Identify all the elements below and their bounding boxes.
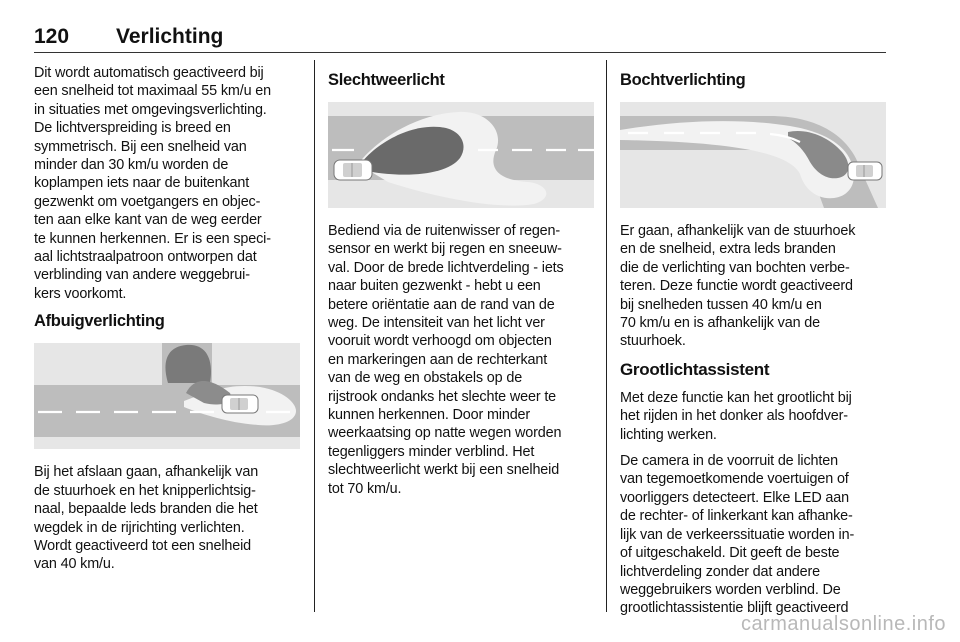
column-middle: [328, 64, 594, 506]
curve-light-illustration: [620, 102, 886, 208]
column-left: [34, 64, 300, 582]
column-right: [620, 64, 886, 626]
paragraph: Er gaan, afhankelijk van de stuurhoek en de snelheid, extra leds branden die de verlichting van bochten verbe- teren. Deze functie wordt geactiveerd bij snelheden tussen 40 km/u en 70 km/u en is afhankelijk van de stuurhoek.: [620, 223, 856, 350]
section-heading: Afbuigverlichting: [34, 312, 165, 331]
watermark: carmanualsonline.info: [740, 613, 946, 635]
page-title: Verlichting: [116, 25, 224, 48]
paragraph: Dit wordt automatisch geactiveerd bij een snelheid tot maximaal 55 km/u en in situaties met omgevingsverlichting. De lichtverspreiding is breed en symmetrisch. Bij een snelheid van minder dan 30 km/u worden de koplampen iets naar de buitenkant gezwenkt om voetgangers en objec- ten aan elke kant van de weg eerder te kunnen herkennen. Er is een speci- aal lichtstraalpatroon ontworpen dat verblinding van andere weggebrui- kers voorkomt.: [34, 65, 271, 302]
page-number: 120: [34, 25, 70, 48]
paragraph: Bij het afslaan gaan, afhankelijk van de stuurhoek en het knipperlichtsig- naal, bepaalde leds branden die het wegdek in de rijrichting verlichten. Wordt geactiveerd tot een snelheid van 40 km/u.: [34, 464, 259, 573]
cornering-light-illustration: [34, 343, 300, 449]
section-heading: Slechtweerlicht: [328, 71, 445, 89]
paragraph: Bediend via de ruitenwisser of regen- sensor en werkt bij regen en sneeuw- val. Door de brede lichtverdeling - iets naar buiten gezwenkt - hebt u een betere oriëntatie aan de rand van de weg. De intensiteit van het licht ver vooruit wordt verhoogd om objecten en markeringen aan de rechterkant van de weg en obstakels op de rijstrook ondanks het slechte weer te kunnen herkennen. Door minder weerkaatsing op natte wegen worden tegenliggers minder verblind. Het slechtweerlicht werkt bij een snelheid tot 70 km/u.: [328, 223, 564, 497]
paragraph: De camera in de voorruit de lichten van tegemoetkomende voertuigen of voorliggers detecteert. Elke LED aan de rechter- of linkerkant kan afhanke- lijk van de verkeerssituatie worden in- of uitgeschakeld. Dit geeft de beste lichtverdeling zonder dat andere weggebruikers worden verblind. De grootlichtassistentie blijft geactiveerd: [620, 453, 855, 617]
column-divider: [606, 60, 607, 612]
column-divider: [314, 60, 315, 612]
paragraph: Met deze functie kan het grootlicht bij het rijden in het donker als hoofdver- lichting werken.: [620, 389, 852, 443]
section-heading: Grootlichtassistent: [620, 359, 770, 379]
section-heading: Bochtverlichting: [620, 71, 746, 89]
bad-weather-light-illustration: [328, 102, 594, 208]
page-header: [34, 26, 886, 53]
